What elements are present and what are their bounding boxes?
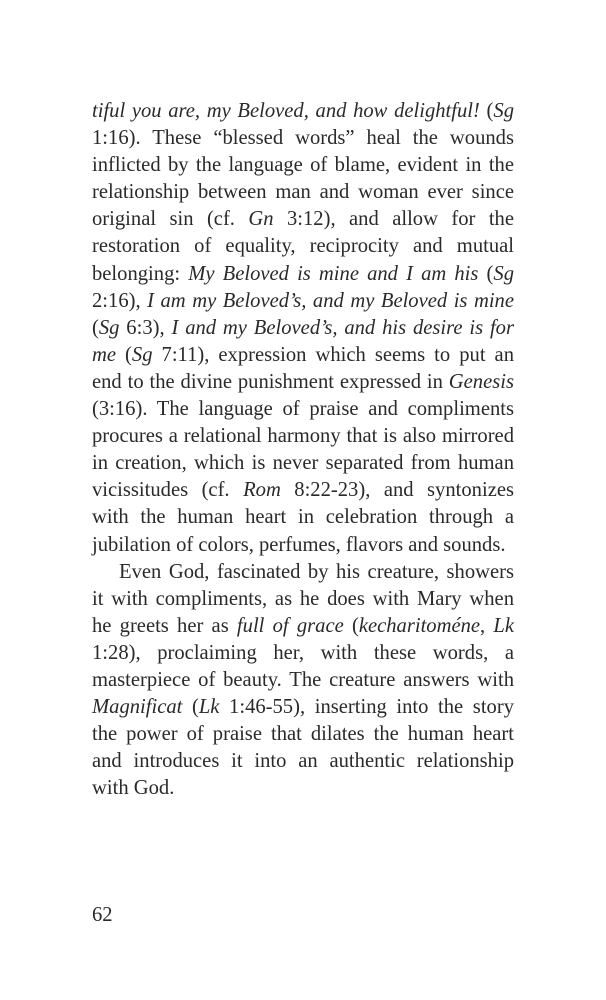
text-run: ( (92, 316, 99, 339)
text-run: 1:16). These “blessed words” heal the wounds inflicted by the language of blame, evident in the relationship between man and woman ever since original sin (cf. (92, 127, 514, 231)
italic-text: tiful you are, my Beloved, and how delightful! (92, 100, 480, 122)
text-run: 6:3), (119, 316, 172, 339)
italic-text: Gn (248, 208, 274, 231)
text-run: ( (116, 343, 132, 366)
italic-text: Magnificat (92, 696, 183, 719)
italic-text: My Beloved is mine and I am his (188, 262, 479, 285)
italic-text: Lk (198, 696, 220, 719)
text-run: 7:11), expression which seems to put an end to the divine punishment expressed in (92, 343, 514, 393)
italic-text: Sg (493, 100, 514, 122)
text-run: 8:22-23), and syntonizes with the human heart in celebration through a jubilation of colors, perfumes, flavors and sounds. (92, 479, 514, 556)
text-run: ( (182, 696, 199, 719)
italic-text: kecharitoméne (358, 614, 481, 637)
text-run: ( (343, 614, 359, 637)
paragraph (92, 559, 514, 803)
text-run: ( (479, 100, 494, 122)
text-run: 1:46-55), inserting into the story the power of praise that dilates the human heart and introduces it into an authentic relationship with God. (92, 696, 514, 800)
italic-text: Rom (243, 479, 281, 502)
italic-text: Sg (98, 316, 120, 339)
text-run: 1:28), proclaiming her, with these words, a masterpiece of beauty. The creature answers with (92, 641, 514, 691)
italic-text: Sg (131, 343, 153, 366)
italic-text: full of grace (236, 614, 344, 637)
body-text (92, 98, 514, 802)
paragraph (92, 98, 514, 559)
italic-text: Lk (493, 614, 515, 637)
text-run: 2:16), (92, 289, 148, 312)
text-run: , (480, 614, 494, 637)
italic-text: Genesis (448, 370, 514, 393)
text-run: 3:12), and allow for the restoration of equality, reciprocity and mutual belonging: (92, 208, 514, 285)
italic-text: Sg (493, 262, 514, 285)
text-run: Even God, fascinated by his creature, showers it with compliments, as he does with Mary when he greets her as (92, 560, 514, 637)
text-run: (3:16). The language of praise and compliments procures a relational harmony that is also mirrored in creation, which is never separated from human vicissitudes (cf. (92, 398, 514, 502)
italic-text: I and my Beloved’s, and his desire is for me (92, 316, 514, 366)
page-number: 62 (92, 904, 113, 926)
text-run: ( (478, 262, 494, 285)
italic-text: I am my Beloved’s, and my Beloved is mine (147, 289, 514, 312)
